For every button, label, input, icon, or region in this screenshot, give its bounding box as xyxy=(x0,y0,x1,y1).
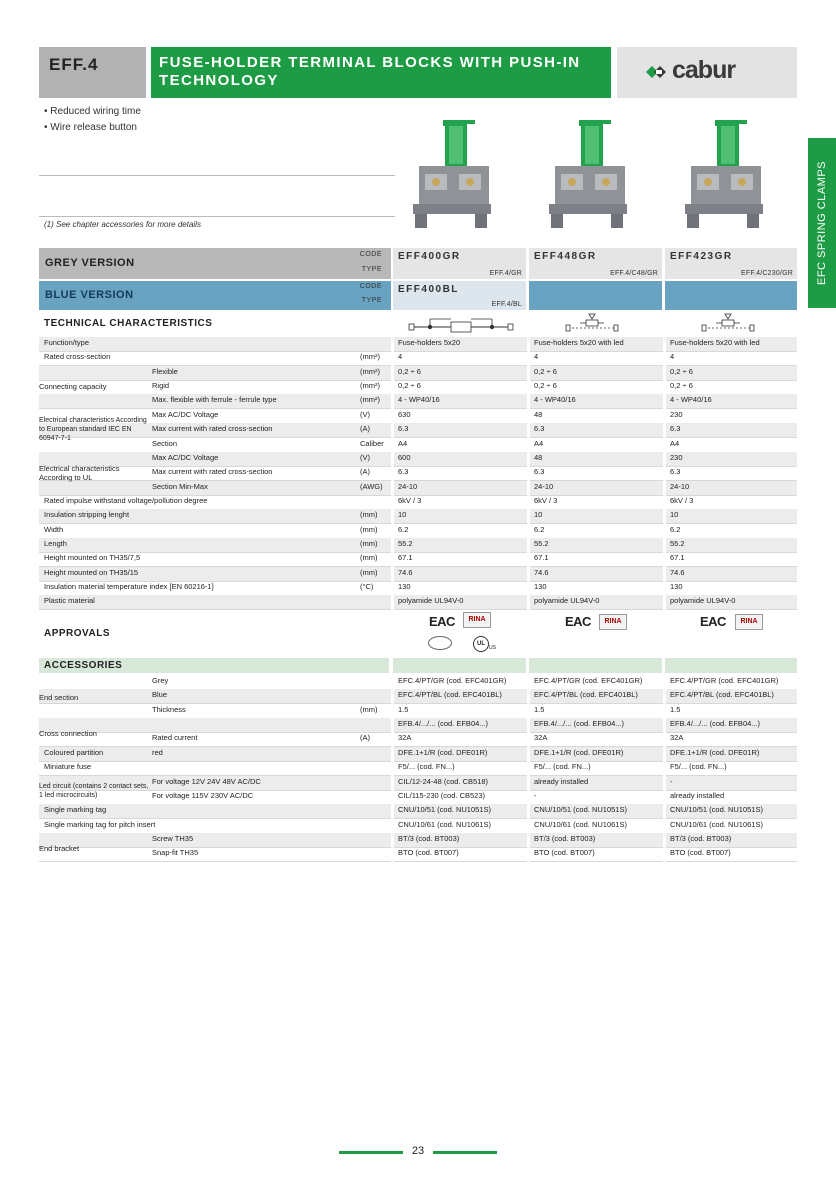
row-value: A4 xyxy=(398,438,408,448)
row-value: - xyxy=(534,790,537,800)
row-value: CNU/10/61 (cod. NU1061S) xyxy=(534,819,627,829)
row-sub-label: red xyxy=(152,747,163,757)
row-value: CIL/115-230 (cod. CB523) xyxy=(398,790,485,800)
table-row xyxy=(39,567,797,581)
group-label-end-section: End section xyxy=(39,693,79,702)
table-row xyxy=(39,747,797,761)
divider xyxy=(39,216,395,217)
row-unit: (mm) xyxy=(360,539,378,549)
table-row xyxy=(39,524,797,538)
accessories-header-cell xyxy=(529,658,662,673)
row-value: 55.2 xyxy=(670,539,685,549)
type-label: TYPE xyxy=(361,297,382,304)
row-unit: (°C) xyxy=(360,582,374,592)
row-value: polyamide UL94V-0 xyxy=(534,596,600,606)
fuse-led-symbol-icon xyxy=(696,310,760,334)
table-row xyxy=(39,595,797,609)
table-row xyxy=(39,689,797,703)
group-label-cross: Cross connection xyxy=(39,728,97,738)
row-value: 630 xyxy=(398,409,411,419)
row-value: F5/... (cod. FN...) xyxy=(398,762,455,772)
title-box xyxy=(151,47,611,98)
table-row xyxy=(39,409,797,423)
row-value: 4 xyxy=(534,352,539,362)
table-row xyxy=(39,495,797,509)
product-image-terminal-block xyxy=(405,118,497,230)
row-value: DFE.1+1/R (cod. DFE01R) xyxy=(398,747,488,757)
row-value: already installed xyxy=(670,790,725,800)
row-value: polyamide UL94V-0 xyxy=(670,596,736,606)
table-row xyxy=(39,366,797,380)
row-value: 0,2 ÷ 6 xyxy=(398,381,421,391)
column-separator xyxy=(527,675,530,864)
row-unit: (A) xyxy=(360,467,370,477)
row-label: Single marking tag for pitch insert xyxy=(44,819,156,829)
row-value: 1.5 xyxy=(534,704,545,714)
row-value: BT/3 (cod. BT003) xyxy=(534,833,596,843)
row-value: CNU/10/61 (cod. NU1061S) xyxy=(670,819,763,829)
row-sub-label: Max AC/DC Voltage xyxy=(152,452,219,462)
feature-list xyxy=(44,104,141,136)
product-type: EFF.4/GR xyxy=(489,270,522,277)
code-label: CODE xyxy=(359,251,382,258)
row-value: 6.3 xyxy=(670,467,681,477)
table-row xyxy=(39,423,797,437)
row-sub-label: Section xyxy=(152,438,178,448)
eac-mark-icon: EAC xyxy=(700,614,726,629)
row-value: 0,2 ÷ 6 xyxy=(670,366,693,376)
row-value: 6.3 xyxy=(398,424,409,434)
row-value: BTO (cod. BT007) xyxy=(670,848,731,858)
row-sub-label: Max AC/DC Voltage xyxy=(152,409,219,419)
row-value: 0,2 ÷ 6 xyxy=(534,381,557,391)
row-label: Miniature fuse xyxy=(44,762,92,772)
row-value: Fuse-holders 5x20 with led xyxy=(534,338,624,347)
row-value: 130 xyxy=(670,582,683,592)
row-value: EFB.4/.../... (cod. EFB04...) xyxy=(534,719,625,729)
blue-version-cell xyxy=(529,281,662,310)
accessories-section-title: ACCESSORIES xyxy=(44,660,123,671)
row-value: 32A xyxy=(398,733,412,743)
grey-version-row xyxy=(39,248,391,279)
row-sub-label: For voltage 115V 230V AC/DC xyxy=(152,790,254,800)
row-sub-label: Rated current xyxy=(152,733,198,743)
group-label-bracket: End bracket xyxy=(39,843,80,853)
product-code: EFF400BL xyxy=(398,284,459,295)
column-separator xyxy=(663,337,666,610)
row-value: 6.2 xyxy=(670,524,681,534)
group-label-elec-eu: Electrical characteristics According to European standard IEC EN 60947-7-1 xyxy=(39,417,147,442)
row-value: 4 - WP40/16 xyxy=(398,395,440,405)
us-mark: US xyxy=(489,645,496,651)
section-code-box xyxy=(39,47,146,98)
row-value: 130 xyxy=(398,582,411,592)
row-value: 6kV / 3 xyxy=(670,495,694,505)
product-type: EFF.4/C48/GR xyxy=(610,270,658,277)
column-separator xyxy=(663,675,666,864)
row-value: EFC.4/PT/GR (cod. EFC401GR) xyxy=(670,676,779,685)
grey-version-cell xyxy=(529,248,662,279)
row-value: CNU/10/51 (cod. NU1051S) xyxy=(398,805,491,815)
row-label: Insulation material temperature index [EN 60216-1] xyxy=(44,582,214,592)
blue-version-cell xyxy=(665,281,797,310)
blue-version-row xyxy=(39,281,391,310)
product-type: EFF.4/C230/GR xyxy=(740,270,793,277)
row-value: A4 xyxy=(670,438,680,448)
approvals-section-title: APPROVALS xyxy=(44,628,110,639)
footer-line xyxy=(433,1151,497,1154)
row-value: 0,2 ÷ 6 xyxy=(398,366,421,376)
accessories-header xyxy=(39,658,389,673)
row-value: 67.1 xyxy=(398,553,413,563)
row-value: EFC.4/PT/BL (cod. EFC401BL) xyxy=(670,690,774,700)
row-sub-label: Screw TH35 xyxy=(152,833,194,843)
type-label: TYPE xyxy=(361,266,382,273)
table-row xyxy=(39,761,797,775)
row-value: 4 xyxy=(398,352,403,362)
row-unit: (AWG) xyxy=(360,481,383,491)
rina-mark-icon: RINA xyxy=(599,614,627,630)
row-value: CIL/12-24-48 (cod. CB518) xyxy=(398,776,489,786)
row-value: BTO (cod. BT007) xyxy=(398,848,459,858)
row-value: Fuse-holders 5x20 with led xyxy=(670,338,760,347)
row-label: Width xyxy=(44,524,64,534)
row-unit: (mm) xyxy=(360,567,378,577)
row-sub-label: Blue xyxy=(152,690,168,700)
row-label: Rated cross-section xyxy=(44,352,111,362)
row-value: 1.5 xyxy=(398,704,409,714)
row-value: 6.2 xyxy=(534,524,545,534)
row-unit: Caliber xyxy=(360,438,384,448)
row-label: Plastic material xyxy=(44,596,95,606)
row-unit: (A) xyxy=(360,424,370,434)
table-row xyxy=(39,351,797,365)
grey-version-cell xyxy=(393,248,526,279)
cabur-logo-icon xyxy=(644,61,670,83)
row-unit: (mm) xyxy=(360,524,378,534)
row-value: 6.3 xyxy=(534,467,545,477)
row-label: Height mounted on TH35/7,5 xyxy=(44,553,141,563)
product-code: EFF448GR xyxy=(534,251,597,262)
row-value: 32A xyxy=(670,733,684,743)
row-value: 4 xyxy=(670,352,675,362)
row-value: 74.6 xyxy=(398,567,413,577)
table-row xyxy=(39,380,797,394)
row-value: BT/3 (cod. BT003) xyxy=(398,833,460,843)
page-number: 23 xyxy=(411,1145,425,1157)
table-row xyxy=(39,552,797,566)
group-label-led: Led circuit (contains 2 contact sets, 1 led microcircuits) xyxy=(39,783,149,799)
table-row xyxy=(39,538,797,552)
row-value: EFB.4/.../... (cod. EFB04...) xyxy=(398,719,489,729)
divider xyxy=(39,175,395,176)
row-value: 74.6 xyxy=(670,567,685,577)
row-value: 74.6 xyxy=(534,567,549,577)
table-row xyxy=(39,819,797,833)
tech-section-title: TECHNICAL CHARACTERISTICS xyxy=(44,318,213,329)
brand-logo-box xyxy=(617,47,797,98)
column-separator xyxy=(391,337,394,610)
row-value: 6.3 xyxy=(670,424,681,434)
accessories-header-cell xyxy=(665,658,797,673)
row-value: 6kV / 3 xyxy=(398,495,422,505)
row-value: DFE.1+1/R (cod. DFE01R) xyxy=(670,747,760,757)
page-title: FUSE-HOLDER TERMINAL BLOCKS WITH PUSH-IN TECHNOLOGY xyxy=(159,54,581,89)
row-sub-label: Snap-fit TH35 xyxy=(152,848,199,858)
row-value: 6kV / 3 xyxy=(534,495,558,505)
row-value: 24-10 xyxy=(534,481,554,491)
row-value: 10 xyxy=(670,510,679,520)
row-unit: (mm) xyxy=(360,704,378,714)
table-row xyxy=(39,776,797,790)
table-row xyxy=(39,790,797,804)
row-value: 4 - WP40/16 xyxy=(534,395,576,405)
table-row xyxy=(39,481,797,495)
row-value: 130 xyxy=(534,582,547,592)
row-sub-label: For voltage 12V 24V 48V AC/DC xyxy=(152,776,261,786)
footer-line xyxy=(339,1151,403,1154)
row-unit: (V) xyxy=(360,409,370,419)
row-value: 0,2 ÷ 6 xyxy=(670,381,693,391)
row-value: 67.1 xyxy=(534,553,549,563)
table-row xyxy=(39,704,797,718)
row-value: CNU/10/51 (cod. NU1051S) xyxy=(670,805,763,815)
table-row xyxy=(39,394,797,408)
blue-version-cell xyxy=(393,281,526,310)
grey-version-label: GREY VERSION xyxy=(45,257,135,269)
row-unit: (mm²) xyxy=(360,395,380,405)
row-value: 6.3 xyxy=(534,424,545,434)
row-value: - xyxy=(670,776,673,786)
table-row xyxy=(39,509,797,523)
ul-mark-icon: UL xyxy=(473,636,489,652)
row-unit: (V) xyxy=(360,452,370,462)
row-value: 67.1 xyxy=(670,553,685,563)
row-value: already installed xyxy=(534,776,589,786)
rina-mark-icon: RINA xyxy=(463,612,491,628)
table-row xyxy=(39,833,797,847)
table-row xyxy=(39,804,797,818)
feature-item: • Reduced wiring time xyxy=(44,104,141,120)
row-sub-label: Rigid xyxy=(152,381,170,391)
footnote: (1) See chapter accessories for more details xyxy=(44,220,201,229)
row-value: EFC.4/PT/GR (cod. EFC401GR) xyxy=(534,676,643,685)
row-value: 10 xyxy=(534,510,543,520)
column-separator xyxy=(527,337,530,610)
feature-item: • Wire release button xyxy=(44,120,141,136)
row-value: EFC.4/PT/GR (cod. EFC401GR) xyxy=(398,676,507,685)
product-code: EFF423GR xyxy=(670,251,733,262)
column-separator xyxy=(391,675,394,864)
row-value: 230 xyxy=(670,409,683,419)
row-unit: (mm) xyxy=(360,553,378,563)
row-label: Length xyxy=(44,539,67,549)
product-image-terminal-block xyxy=(677,118,769,230)
row-value: 4 - WP40/16 xyxy=(670,395,712,405)
row-separator xyxy=(39,861,797,862)
table-row xyxy=(39,675,797,689)
rina-mark-icon: RINA xyxy=(735,614,763,630)
row-unit: (mm) xyxy=(360,510,378,520)
blue-version-label: BLUE VERSION xyxy=(45,289,134,301)
table-row xyxy=(39,581,797,595)
row-value: 48 xyxy=(534,409,543,419)
group-label-elec-ul: Electrical characteristics According to UL xyxy=(39,463,120,482)
row-value: 6.3 xyxy=(398,467,409,477)
row-value: 1.5 xyxy=(670,704,681,714)
approval-seal-icon xyxy=(428,636,452,650)
row-value: Fuse-holders 5x20 xyxy=(398,338,461,347)
row-value: CNU/10/51 (cod. NU1051S) xyxy=(534,805,627,815)
row-value: 230 xyxy=(670,452,683,462)
row-sub-label: Max. flexible with ferrule - ferrule type xyxy=(152,395,277,405)
row-unit: (mm²) xyxy=(360,352,380,362)
row-label: Height mounted on TH35/15 xyxy=(44,567,139,577)
product-code: EFF400GR xyxy=(398,251,461,262)
row-label: Single marking tag xyxy=(44,805,107,815)
row-value: A4 xyxy=(534,438,544,448)
eac-mark-icon: EAC xyxy=(565,614,591,629)
row-sub-label: Grey xyxy=(152,676,169,685)
row-label: Function/type xyxy=(44,338,90,347)
side-tab-label: EFC SPRING CLAMPS xyxy=(816,160,828,286)
section-code: EFF.4 xyxy=(49,55,99,74)
accessories-header-cell xyxy=(393,658,526,673)
side-tab xyxy=(808,138,836,308)
row-value: 24-10 xyxy=(398,481,418,491)
table-row xyxy=(39,438,797,452)
grey-version-cell xyxy=(665,248,797,279)
product-image-terminal-block xyxy=(541,118,633,230)
table-row xyxy=(39,732,797,746)
table-row xyxy=(39,718,797,732)
row-label: Coloured partition xyxy=(44,747,104,757)
row-value: 55.2 xyxy=(398,539,413,549)
product-type: EFF.4/BL xyxy=(491,301,522,308)
row-label: Insulation stripping lenght xyxy=(44,510,130,520)
row-sub-label: Max current with rated cross-section xyxy=(152,424,273,434)
row-value: 55.2 xyxy=(534,539,549,549)
group-label-connecting: Connecting capacity xyxy=(39,382,107,391)
row-unit: (mm²) xyxy=(360,381,380,391)
row-value: 48 xyxy=(534,452,543,462)
row-value: EFB.4/.../... (cod. EFB04...) xyxy=(670,719,761,729)
fuse-led-symbol-icon xyxy=(560,310,624,334)
row-label: Rated impulse withstand voltage/pollution degree xyxy=(44,495,208,505)
row-value: BTO (cod. BT007) xyxy=(534,848,595,858)
eac-mark-icon: EAC xyxy=(429,614,455,629)
row-value: EFC.4/PT/BL (cod. EFC401BL) xyxy=(534,690,638,700)
row-separator xyxy=(39,609,797,610)
code-label: CODE xyxy=(359,283,382,290)
row-value: polyamide UL94V-0 xyxy=(398,596,464,606)
row-value: EFC.4/PT/BL (cod. EFC401BL) xyxy=(398,690,502,700)
row-value: 24-10 xyxy=(670,481,690,491)
row-value: 0,2 ÷ 6 xyxy=(534,366,557,376)
row-value: 600 xyxy=(398,452,411,462)
table-row xyxy=(39,452,797,466)
fuse-symbol-icon xyxy=(397,311,525,333)
row-value: 10 xyxy=(398,510,407,520)
row-sub-label: Thickness xyxy=(152,704,186,714)
row-value: 6.2 xyxy=(398,524,409,534)
row-value: BT/3 (cod. BT003) xyxy=(670,833,732,843)
row-value: DFE.1+1/R (cod. DFE01R) xyxy=(534,747,624,757)
row-sub-label: Max current with rated cross-section xyxy=(152,467,273,477)
row-value: CNU/10/61 (cod. NU1061S) xyxy=(398,819,491,829)
table-row xyxy=(39,847,797,861)
row-unit: (mm²) xyxy=(360,366,380,376)
row-value: F5/... (cod. FN...) xyxy=(670,762,727,772)
table-row xyxy=(39,337,797,351)
row-value: 32A xyxy=(534,733,548,743)
row-value: F5/... (cod. FN...) xyxy=(534,762,591,772)
table-row xyxy=(39,466,797,480)
row-sub-label: Flexible xyxy=(152,366,178,376)
row-unit: (A) xyxy=(360,733,370,743)
row-sub-label: Section Min-Max xyxy=(152,481,208,491)
brand-name: cabur xyxy=(672,56,736,84)
